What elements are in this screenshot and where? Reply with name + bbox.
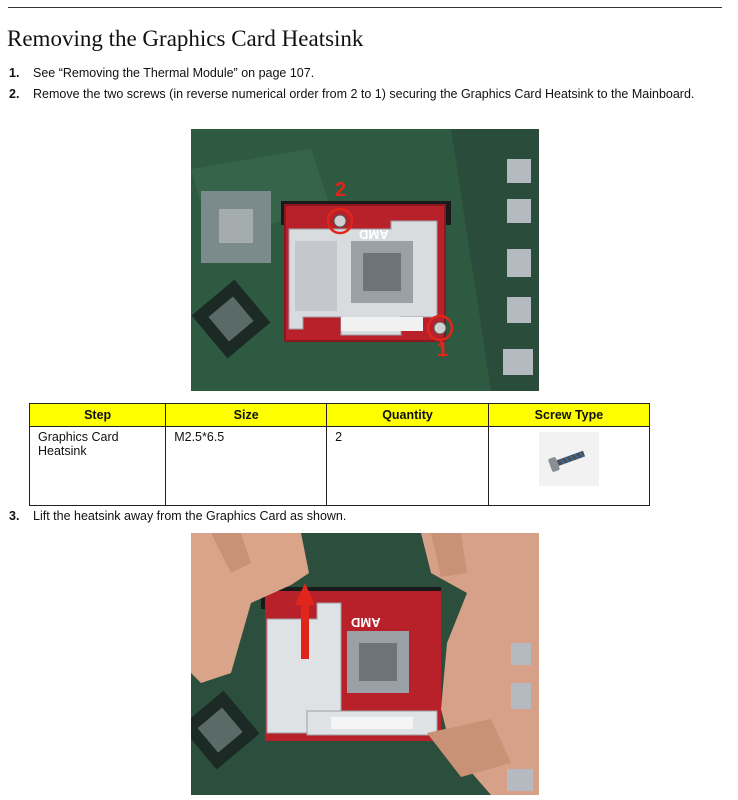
- table-row: [30, 427, 650, 506]
- step-number: 1.: [9, 66, 20, 80]
- step-text: See “Removing the Thermal Module” on page 107.: [33, 66, 315, 80]
- step-text: Remove the two screws (in reverse numerical order from 2 to 1) securing the Graphics Card Heatsink to the Mainboard.: [33, 87, 695, 101]
- screw-type-cell: [488, 427, 649, 506]
- screw-table: [29, 403, 650, 506]
- step-number: 3.: [9, 509, 20, 523]
- column-header: Screw Type: [488, 404, 649, 427]
- column-header: Size: [166, 404, 327, 427]
- brand-label: AMD: [351, 615, 381, 630]
- callout-number-2: 2: [335, 179, 347, 201]
- column-header: Quantity: [327, 404, 489, 427]
- screw-icon: [539, 432, 599, 486]
- heatsink-screws-photo: [191, 129, 539, 391]
- step-number: 2.: [9, 87, 20, 101]
- heatsink-screws-illustration: [191, 129, 539, 391]
- quantity-cell: 2: [327, 427, 489, 506]
- header-rule: [8, 7, 722, 8]
- lift-heatsink-illustration: [191, 533, 539, 795]
- size-cell: M2.5*6.5: [166, 427, 327, 506]
- page-title: Removing the Graphics Card Heatsink: [7, 26, 364, 51]
- callout-number-1: 1: [437, 339, 449, 361]
- step-cell: Graphics Card Heatsink: [30, 427, 166, 506]
- column-header: Step: [30, 404, 166, 427]
- step-text: Lift the heatsink away from the Graphics Card as shown.: [33, 509, 347, 523]
- brand-label: AMD: [359, 227, 389, 242]
- table-header-row: [30, 404, 650, 427]
- lift-heatsink-photo: [191, 533, 539, 795]
